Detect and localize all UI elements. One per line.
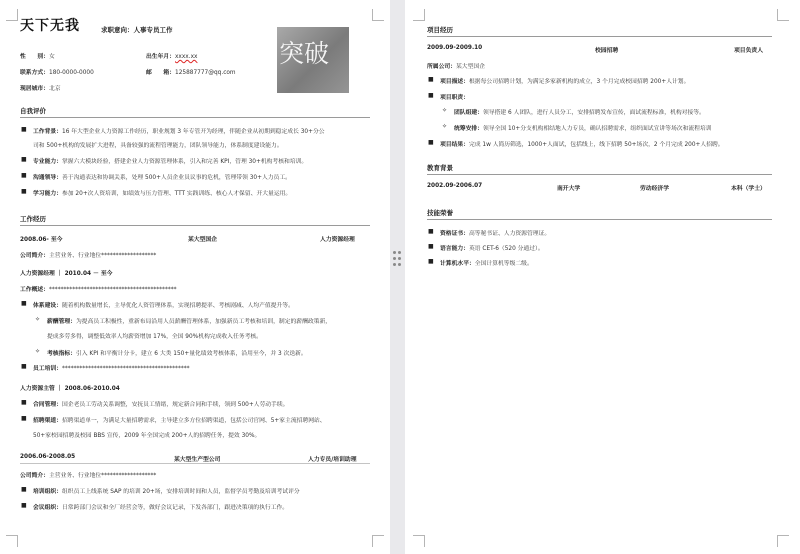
skill-label: 资格证书： [440, 231, 469, 237]
self-eval-item [33, 172, 291, 181]
section-title-self-eval: 自我评价 [20, 107, 46, 115]
city-label: 现居城市： [20, 86, 49, 92]
bullet-icon: ■ [21, 415, 27, 422]
job1-contract [33, 399, 288, 408]
job1-intro [20, 250, 156, 259]
job1-company: 某大型国企 [188, 237, 217, 243]
job1-recruit-value: 招聘渠道单一，为满足大量招聘需求，主导建立多方位招聘渠道，包括公司官网、5+家主流招聘网站、 [62, 418, 326, 424]
job1-recruit-cont: 50+家校园招聘及校园 BBS 宣传，2009 年全国完成 200+人的招聘任务，提效 30%。 [33, 433, 261, 439]
job2-meeting-value: 日常跨部门会议和全厂经营会等，做好会议记录，下发各部门，跟进决策项的执行工作。 [62, 505, 289, 511]
gender-label: 性 别： [20, 54, 49, 60]
self-eval-label: 工作背景： [33, 129, 62, 135]
job1-contract-label: 合同管理： [33, 402, 62, 408]
job2-meeting-label: 会议组织： [33, 505, 62, 511]
job1-training-label: 员工培训： [33, 366, 62, 372]
project-duty-label: 项目职责： [440, 95, 469, 101]
skill-label: 计算机水平： [440, 261, 475, 267]
project-company-value: 某大型国企 [456, 64, 485, 70]
email-label: 邮 箱： [146, 70, 175, 76]
project-company [427, 61, 485, 70]
job1-training-value: ******************************************** [62, 366, 190, 372]
bullet-icon: ■ [21, 156, 27, 163]
job1-intro-value: 主营业务、行业地位******************* [49, 253, 157, 259]
skill-item [440, 243, 544, 252]
project-result-label: 项目结果： [440, 142, 469, 148]
project-desc-label: 项目描述： [440, 79, 469, 85]
skill-item [440, 258, 533, 267]
job-divider [20, 463, 370, 464]
diamond-bullet-icon: ✧ [442, 123, 448, 130]
job2-intro-value: 主营业务、行业地位******************* [49, 473, 157, 479]
job1-system-value: 随着机构数量增长，主导优化人资管理体系，实现招聘提率、考核剧减、人均产值提升等。 [62, 303, 294, 309]
skill-item [440, 228, 550, 237]
skill-label: 语言能力： [440, 246, 469, 252]
bullet-icon: ■ [21, 172, 27, 179]
diamond-bullet-icon: ✧ [35, 316, 41, 323]
bullet-icon: ■ [428, 76, 434, 83]
bullet-icon: ■ [428, 139, 434, 146]
bullet-icon: ■ [428, 228, 434, 235]
drag-handle-icon[interactable] [393, 251, 403, 271]
job1-kpi-label: 考核指标： [47, 351, 76, 357]
candidate-name: 天下无我 [20, 18, 80, 34]
section-divider [20, 117, 370, 118]
job1-role-line: 人力资源经理 ｜ 2010.04 － 至今 [20, 271, 113, 277]
job1-recruit [33, 415, 326, 424]
skill-value: 高等秘书证、人力资源管理证。 [469, 231, 551, 237]
section-divider [427, 219, 772, 220]
job-intent [101, 25, 173, 34]
self-eval-label: 沟通领导： [33, 175, 62, 181]
job1-period: 2008.06- 至今 [20, 237, 63, 243]
project-company-label: 所属公司： [427, 64, 456, 70]
section-divider [427, 174, 772, 175]
job2-position: 人力专员/培训助理 [308, 457, 357, 463]
bullet-icon: ■ [21, 188, 27, 195]
job2-train-value: 组织员工上线系统 SAP 的培训 20+场，安排培训时间和人员，监督学员考勤及培训考试评分 [62, 489, 300, 495]
self-eval-text-cont: 司和 500+机构的发展扩大进程，具备较强的流程管理能力，团队领导能力，体系制度建设能力。 [33, 143, 283, 149]
self-eval-label: 专业能力： [33, 159, 62, 165]
skill-value: 全国计算机等级二级。 [474, 261, 533, 267]
skill-value: 英语 CET-6（520 分通过）。 [469, 246, 544, 252]
section-title-work: 工作经历 [20, 215, 46, 223]
project-team-label: 团队组建： [454, 110, 483, 116]
project-role: 项目负责人 [734, 48, 763, 54]
page-corner-mark [6, 9, 18, 21]
bullet-icon: ■ [21, 126, 27, 133]
job1-kpi [47, 348, 307, 357]
job1-intro-label: 公司简介： [20, 253, 49, 259]
bullet-icon: ■ [21, 363, 27, 370]
self-eval-item [33, 188, 291, 197]
section-divider [427, 36, 772, 37]
page-corner-mark [372, 9, 384, 21]
phone-row [20, 67, 94, 76]
job1-overview-label: 工作概述： [20, 287, 49, 293]
bullet-icon: ■ [428, 258, 434, 265]
page-corner-mark [413, 535, 425, 547]
project-result [440, 139, 724, 148]
self-eval-item [33, 126, 325, 135]
project-name: 校园招聘 [595, 48, 619, 54]
job2-intro [20, 470, 156, 479]
job1-role2-line: 人力资源主管 ｜ 2008.06-2010.04 [20, 386, 120, 392]
job-intent-label: 求职意向： [101, 26, 134, 34]
page-corner-mark [413, 9, 425, 21]
self-eval-text: 16 年大型企业人力资源工作经历，职业规划 3 年专管开为经理，伴随企业从初期到稳定成长 30+分公 [62, 129, 325, 135]
job1-overview-value: ******************************************** [49, 287, 177, 293]
edu-school: 南开大学 [557, 186, 581, 192]
job-intent-value: 人事专员工作 [133, 26, 173, 34]
gender-row [20, 51, 55, 60]
bullet-icon: ■ [21, 502, 27, 509]
page-gap [390, 0, 405, 554]
self-eval-text: 善于沟通表达和协调关系，处理 500+人员企业员议事的危机，管理带领 30+人力员工。 [62, 175, 291, 181]
job2-train [33, 486, 300, 495]
diamond-bullet-icon: ✧ [442, 107, 448, 114]
job2-meeting [33, 502, 288, 511]
self-eval-item [33, 156, 307, 165]
project-flow [454, 123, 712, 132]
edu-degree: 本科（学士） [731, 186, 766, 192]
bullet-icon: ■ [21, 486, 27, 493]
project-flow-value: 领导全国 10+分支机构相结地人力专员，确认招聘需求，组织面试宣讲等场次和流程培训 [483, 126, 712, 132]
section-title-education: 教育背景 [427, 164, 453, 172]
diamond-bullet-icon: ✧ [35, 348, 41, 355]
bullet-icon: ■ [428, 243, 434, 250]
section-divider [20, 225, 370, 226]
job2-train-label: 培训组织： [33, 489, 62, 495]
bullet-icon: ■ [428, 92, 434, 99]
job1-training [33, 363, 190, 372]
edu-major: 劳动经济学 [640, 186, 669, 192]
job1-overview [20, 284, 177, 293]
section-title-project: 项目经历 [427, 26, 453, 34]
bullet-icon: ■ [21, 399, 27, 406]
job2-period: 2006.06-2008.05 [20, 454, 76, 460]
project-desc [440, 76, 689, 85]
project-flow-label: 统筹安排： [454, 126, 483, 132]
email-row [146, 67, 236, 76]
email-value: 125887777@qq.com [175, 70, 236, 76]
self-eval-label: 学习能力： [33, 191, 62, 197]
job1-salary-value: 为提高员工积极性，重新布局沿用人员薪酬管理体系，加强新员工考核和培训，制定的薪酬政策新， [76, 319, 332, 325]
phone-value: 180-0000-0000 [49, 70, 94, 76]
section-title-skills: 技能荣誉 [427, 209, 453, 217]
birth-value: xxxx.xx [175, 54, 198, 60]
job1-system [33, 300, 294, 309]
job1-salary-cont: 提成多劳多得，调整低效率人均薪资增加 17%，全国 90%机构完成收入任务考核。 [47, 334, 262, 340]
phone-label: 联系方式： [20, 70, 49, 76]
gender-value: 女 [49, 54, 55, 60]
birth-label: 出生年月： [146, 54, 175, 60]
project-team [454, 107, 705, 116]
job2-intro-label: 公司简介： [20, 473, 49, 479]
project-team-value: 领导搭建 6 人团队，进行人员分工，安排招聘发布宣传，面试流程标准，机构对接等。 [483, 110, 705, 116]
project-desc-value: 根据每公司招聘计划，为满足多家新机构的成立，3 个月完成校园招聘 200+人计划。 [469, 79, 690, 85]
job1-kpi-value: 引入 KPI 和平衡计分卡，建立 6 大类 150+量化绩效考核体系，沿用至今，并 3 次迭新。 [76, 351, 307, 357]
job1-system-label: 体系建设： [33, 303, 62, 309]
bullet-icon: ■ [21, 300, 27, 307]
birth-row [146, 51, 197, 60]
page-corner-mark [6, 535, 18, 547]
city-value: 北京 [49, 86, 61, 92]
job1-salary-label: 薪酬管理： [47, 319, 76, 325]
job1-recruit-label: 招聘渠道： [33, 418, 62, 424]
self-eval-text: 掌握六大模块经验，搭建企业人力资源管理体系，引入和完善 KPI，管理 30+机构考核和培训。 [62, 159, 308, 165]
resume-page-left [0, 0, 390, 554]
self-eval-text: 参加 20+次人资培训，如绩效与压力管理、TTT 实践训练、核心人才保留、开大量运用。 [62, 191, 292, 197]
job1-contract-value: 国企老员工劳动关系调整，安抚员工情绪，规定新合同和手续，领到 500+人劳动手续。 [62, 402, 289, 408]
edu-period: 2002.09-2006.07 [427, 183, 483, 189]
resume-page-right [405, 0, 800, 554]
project-result-value: 完成 1w 人简历筛选，1000+人面试，包括线上，线下招聘 50+场次，2 个月完成 200+人招聘。 [469, 142, 724, 148]
page-corner-mark [777, 9, 789, 21]
job1-salary [47, 316, 331, 325]
job1-position: 人力资源经理 [320, 237, 355, 243]
photo-overlay-text: 突破 [279, 39, 330, 68]
profile-photo [277, 27, 349, 93]
page-corner-mark [372, 535, 384, 547]
project-period: 2009.09-2009.10 [427, 45, 483, 51]
city-row [20, 83, 61, 92]
page-corner-mark [777, 535, 789, 547]
job2-company: 某大型生产型公司 [174, 457, 221, 463]
